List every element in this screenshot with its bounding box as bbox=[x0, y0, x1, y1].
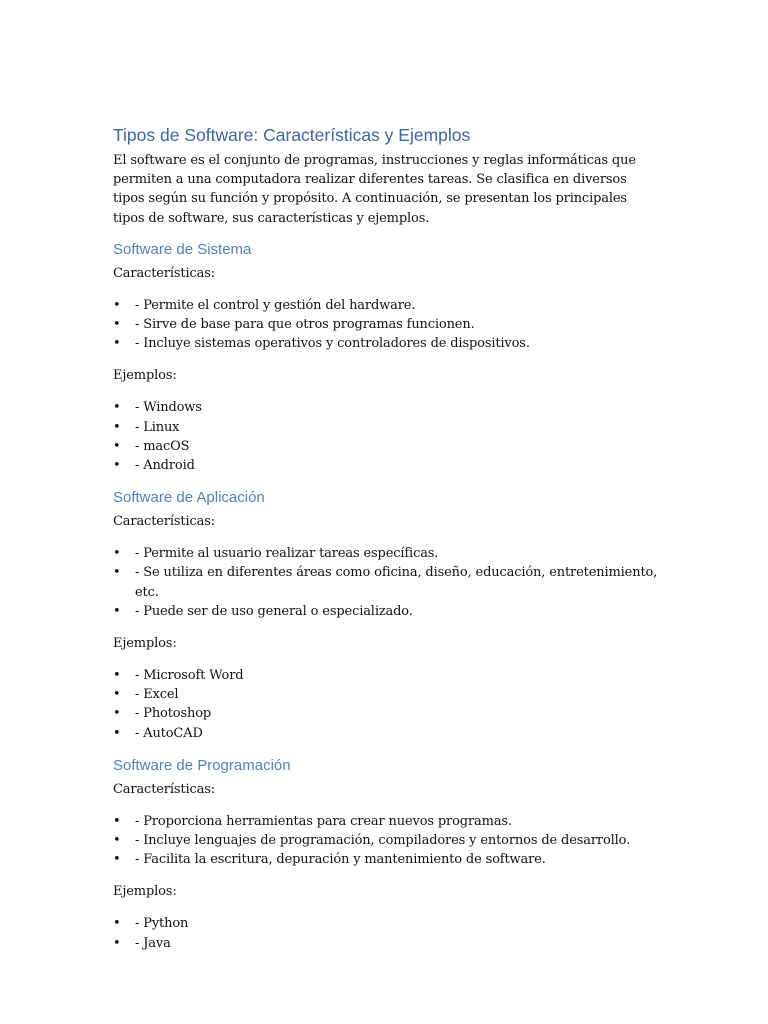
list-item: • - Windows bbox=[113, 398, 658, 417]
list-item: • - Microsoft Word bbox=[113, 666, 658, 685]
list-item: • - Linux bbox=[113, 418, 658, 437]
section-heading: Software de Programación bbox=[113, 756, 291, 774]
list-item: • - Incluye sistemas operativos y controladores de dispositivos. bbox=[113, 334, 658, 353]
section-heading: Software de Sistema bbox=[113, 240, 252, 258]
features-list bbox=[113, 296, 658, 354]
list-item: • - Photoshop bbox=[113, 704, 658, 723]
bullet-icon: • bbox=[113, 668, 121, 684]
examples-label: Ejemplos: bbox=[113, 884, 177, 900]
document-title: Tipos de Software: Características y Ejemplos bbox=[113, 125, 471, 145]
bullet-icon: • bbox=[113, 565, 121, 581]
section-software-de-sistema bbox=[113, 240, 658, 475]
list-item: • - Facilita la escritura, depuración y mantenimiento de software. bbox=[113, 850, 658, 869]
bullet-icon: • bbox=[113, 400, 121, 416]
bullet-icon: • bbox=[113, 438, 121, 454]
bullet-icon: • bbox=[113, 725, 121, 741]
bullet-icon: • bbox=[113, 603, 121, 619]
bullet-icon: • bbox=[113, 297, 121, 313]
list-item: • - Android bbox=[113, 456, 658, 475]
examples-list bbox=[113, 666, 658, 743]
bullet-icon: • bbox=[113, 546, 121, 562]
list-item: • - Puede ser de uso general o especializado. bbox=[113, 602, 658, 621]
bullet-icon: • bbox=[113, 419, 121, 435]
list-item: • - Excel bbox=[113, 685, 658, 704]
examples-label: Ejemplos: bbox=[113, 368, 177, 384]
bullet-icon: • bbox=[113, 687, 121, 703]
list-item: • - AutoCAD bbox=[113, 724, 658, 743]
list-item: • - Permite al usuario realizar tareas específicas. bbox=[113, 544, 658, 563]
examples-label: Ejemplos: bbox=[113, 636, 177, 652]
bullet-icon: • bbox=[113, 813, 121, 829]
intro-paragraph: El software es el conjunto de programas, instrucciones y reglas informáticas que permiten a una computadora realizar diferentes tareas. Se clasifica en diversos tipos según su función y propósito. A continuación, se presentan los principales tipos de software, sus características y ejemplos. bbox=[113, 153, 636, 226]
list-item: • - Permite el control y gestión del hardware. bbox=[113, 296, 658, 315]
list-item: • - Java bbox=[113, 934, 658, 953]
list-item: • - Sirve de base para que otros programas funcionen. bbox=[113, 315, 658, 334]
document-page bbox=[113, 124, 658, 966]
features-list bbox=[113, 544, 658, 621]
list-item: • - Incluye lenguajes de programación, compiladores y entornos de desarrollo. bbox=[113, 831, 658, 850]
bullet-icon: • bbox=[113, 458, 121, 474]
bullet-icon: • bbox=[113, 706, 121, 722]
list-item: • - Python bbox=[113, 914, 658, 933]
examples-list bbox=[113, 914, 658, 952]
section-software-de-aplicacion bbox=[113, 488, 658, 743]
section-heading: Software de Aplicación bbox=[113, 489, 265, 507]
bullet-icon: • bbox=[113, 916, 121, 932]
bullet-icon: • bbox=[113, 935, 121, 951]
bullet-icon: • bbox=[113, 336, 121, 352]
list-item: • - macOS bbox=[113, 437, 658, 456]
features-label: Características: bbox=[113, 265, 215, 281]
examples-list bbox=[113, 398, 658, 475]
bullet-icon: • bbox=[113, 852, 121, 868]
features-label: Características: bbox=[113, 781, 215, 797]
section-software-de-programacion bbox=[113, 756, 658, 953]
features-list bbox=[113, 812, 658, 870]
list-item: • - Se utiliza en diferentes áreas como oficina, diseño, educación, entretenimiento, etc. bbox=[113, 565, 658, 600]
bullet-icon: • bbox=[113, 833, 121, 849]
features-label: Características: bbox=[113, 514, 215, 530]
bullet-icon: • bbox=[113, 317, 121, 333]
list-item: • - Proporciona herramientas para crear nuevos programas. bbox=[113, 812, 658, 831]
